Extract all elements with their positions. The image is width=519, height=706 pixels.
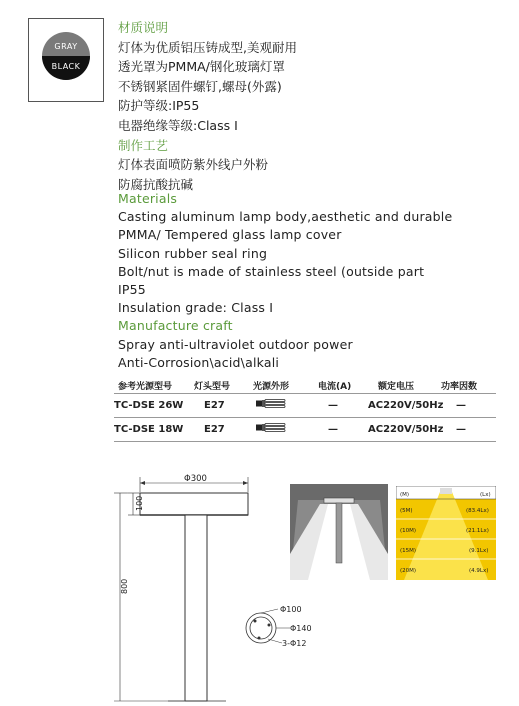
color-swatch-gray-black xyxy=(42,32,90,80)
total-height-label: 800 xyxy=(120,578,129,594)
lamp-pole-photo xyxy=(336,503,342,563)
cn-materials-line: 防护等级:IP55 xyxy=(118,98,200,114)
cn-craft-line: 灯体表面喷防紫外线户外粉 xyxy=(118,157,269,173)
base-dim-label: 3-Φ12 xyxy=(282,639,307,648)
base-inner-circle xyxy=(250,617,272,639)
en-materials-heading: Materials xyxy=(118,191,178,206)
lamp-head-photo xyxy=(324,498,354,503)
en-craft-line: Anti-Corrosion\acid\alkali xyxy=(118,354,280,370)
chart-header-distance: (M) xyxy=(400,492,410,498)
swatch-black-half xyxy=(42,56,90,80)
diameter-label: Φ300 xyxy=(184,474,207,484)
en-materials-line: PMMA/ Tempered glass lamp cover xyxy=(118,227,342,243)
base-cell: E27 xyxy=(204,424,225,435)
en-materials-line: Silicon rubber seal ring xyxy=(118,245,268,261)
header-cell: 光源外形 xyxy=(253,382,290,392)
en-materials-line: Casting aluminum lamp body,aesthetic and durable xyxy=(118,209,453,225)
arrow-icon xyxy=(243,481,248,485)
pf-cell: — xyxy=(456,400,466,411)
pf-cell: — xyxy=(456,424,466,435)
cn-craft-heading: 制作工艺 xyxy=(118,137,169,153)
head-height-label: 100 xyxy=(135,495,144,511)
arrow-icon xyxy=(140,481,145,485)
chart-distance-label: (20M) xyxy=(400,568,417,574)
chart-lux-label: (4.9Lx) xyxy=(469,568,489,574)
table-header-row xyxy=(114,377,496,394)
header-cell: 电流(A) xyxy=(318,382,352,392)
light-effect-illustration xyxy=(290,484,388,580)
lamp-head xyxy=(140,493,248,515)
header-cell: 额定电压 xyxy=(378,382,415,392)
base-cell: E27 xyxy=(204,400,225,411)
lux-distribution-chart xyxy=(396,486,496,580)
current-cell: — xyxy=(328,400,338,411)
cn-materials-line: 电器绝缘等级:Class I xyxy=(118,117,238,133)
cn-materials-line: 透光罩为PMMA/钢化玻璃灯罩 xyxy=(118,59,285,75)
chart-lux-label: (9.1Lx) xyxy=(469,548,489,554)
header-cell: 灯头型号 xyxy=(194,382,231,392)
voltage-cell: AC220V/50Hz xyxy=(368,424,444,435)
en-materials-line: Insulation grade: Class I xyxy=(118,300,274,316)
model-cell: TC-DSE 26W xyxy=(114,400,184,411)
spec-table xyxy=(114,377,496,442)
current-cell: — xyxy=(328,424,338,435)
cn-materials-heading: 材质说明 xyxy=(118,20,169,35)
chart-lux-label: (21.1Lx) xyxy=(466,528,489,534)
base-dim-label: Φ140 xyxy=(290,624,312,633)
en-craft-heading: Manufacture craft xyxy=(118,318,233,334)
swatch-black-label: BLACK xyxy=(51,62,81,71)
en-materials-line: Bolt/nut is made of stainless steel (outside part xyxy=(118,263,425,279)
fixture-dimension-drawing xyxy=(108,470,288,706)
lamp-shape-icon xyxy=(256,399,286,408)
en-text-block xyxy=(118,190,452,372)
chart-distance-label: (5M) xyxy=(400,508,413,514)
swatch-gray-label: GRAY xyxy=(54,42,78,51)
chart-header-lux: (Lx) xyxy=(480,492,491,498)
lamp-shape-icon xyxy=(256,423,286,432)
header-cell: 参考光源型号 xyxy=(118,382,173,392)
base-outer-circle xyxy=(246,613,276,643)
cn-materials-line: 不锈钢紧固件螺钉,螺母(外露) xyxy=(118,78,282,94)
en-materials-line: IP55 xyxy=(118,282,146,298)
en-craft-line: Spray anti-ultraviolet outdoor power xyxy=(118,336,353,352)
cn-materials-line: 灯体为优质铝压铸成型,美观耐用 xyxy=(118,39,297,55)
header-cell: 功率因数 xyxy=(441,382,478,392)
chart-distance-label: (15M) xyxy=(400,548,417,554)
chart-distance-label: (10M) xyxy=(400,528,417,534)
base-dim-label: Φ100 xyxy=(280,605,302,614)
chart-lux-label: (83.4Lx) xyxy=(466,508,489,514)
table-row xyxy=(114,418,496,442)
voltage-cell: AC220V/50Hz xyxy=(368,400,444,411)
cn-text-block xyxy=(118,18,297,194)
cn-craft-line: 防腐抗酸抗碱 xyxy=(118,176,194,192)
table-row xyxy=(114,394,496,418)
base-plate-drawing xyxy=(240,600,330,656)
model-cell: TC-DSE 18W xyxy=(114,424,184,435)
lamp-pole xyxy=(185,515,207,701)
